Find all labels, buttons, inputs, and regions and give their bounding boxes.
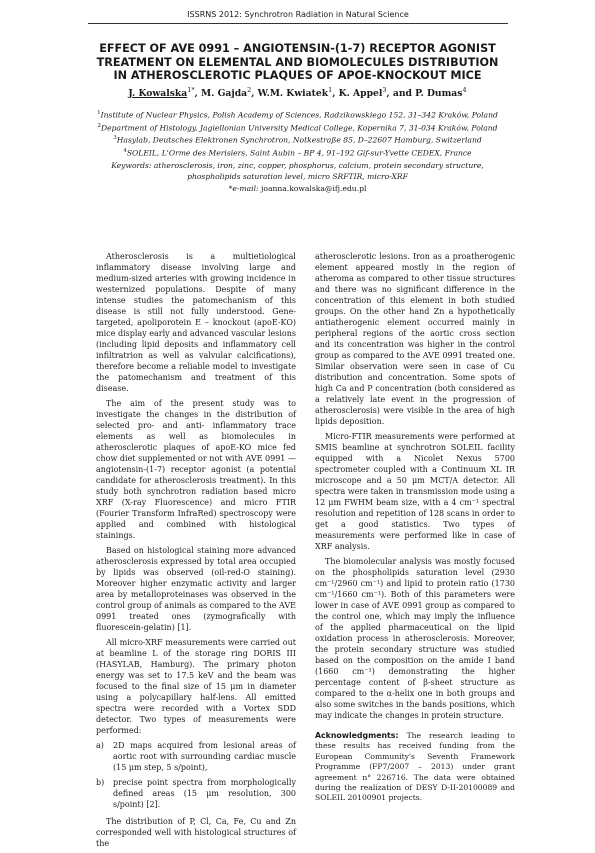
- list-item-text: 2D maps acquired from lesional areas of aortic root with surrounding cardiac muscle (15 μm step, 5 s/point),: [113, 741, 296, 772]
- author-sup: 1: [328, 86, 333, 94]
- affiliation: $^4$SOLEIL, L'Orme des Merisiers, Saint Aubin – BP 4, 91–192 Gif-sur-Yvette CEDEX, France: [123, 147, 472, 158]
- paragraph: All micro-XRF measurements were carried out at beamline L of the storage ring DORIS III (HASYLAB, Hamburg). The primary photon energy was set to 17.5 keV and the beam was focused to the final size of 15 μm in diameter using a polycapillary half-lens. All emitted spectra were recorded with a Vortex SDD detector. Two types of measurements were performed:: [96, 638, 296, 735]
- paragraph: atherosclerotic lesions. Iron as a proatherogenic element appeared mostly in the region of atheroma as compared to other tissue structures and there was no significant difference in the concentration of this element in both studied groups. On the other hand Zn a hypothetically antiatherogenic element occurred mainly in peripheral regions of the aortic cross section and its concentration was higher in the control group as compared to the AVE 0991 treated one. Similar observation were seen in case of Cu distribution and concentration. Some spots of high Ca and P concentration (both considered as a relatively late event in the progression of atherosclerosis) were visible in the area of high lipids deposition.: [315, 252, 515, 426]
- author-sup: 2: [247, 86, 252, 94]
- paper-title: [70, 42, 525, 83]
- list-marker: b): [96, 778, 105, 787]
- running-head: ISSRNS 2012: Synchrotron Radiation in Natural Science: [187, 10, 409, 19]
- affiliation: $^3$Hasylab, Deutsches Elektronen Synchrotron, Notkestraße 85, D–22607 Hamburg, Switzerland: [113, 135, 482, 145]
- paragraph: The aim of the present study was to investigate the changes in the distribution of selected pro- and anti- inflammatory trace elements as well as biomolecules in atherosclerotic plaques of apoE-KO mice fed chow diet supplemented or not with AVE 0991 — angiotensin-(1-7) receptor agonist (a potential candidate for atherosclerosis treatment). In this study both synchrotron radiation based micro XRF (X-ray Fluorescence) and micro FTIR (Fourier Transform InfraRed) spectroscopy were applied and combined with histological stainings.: [96, 399, 296, 540]
- email-label: *e-mail:: [228, 184, 259, 193]
- author-name: J. Kowalska: [128, 88, 188, 100]
- paragraph: Atherosclerosis is a multietiological inflammatory disease involving large and medium-sized arteries with growing incidence in westernized populations. Despite of many intense studies the patomechanism of this disease is still not fully understood. Gene-targeted, apoliporotein E – knockout (apoE-KO) mice display early and advanced vascular lesions (including lipid deposits and inflammatory cell infiltratrion as well as valvular calcifications), therefore become a reliable model to investigate the patomechanism and treatment of this disease.: [96, 252, 296, 393]
- author-name: K. Appel: [338, 88, 383, 100]
- corresponding-email: [80, 184, 515, 193]
- list-item-text: precise point spectra from morphologically defined areas (15 μm resolution, 300 s/point) [2].: [113, 778, 296, 809]
- title-line-1: EFFECT OF AVE 0991 – ANGIOTENSIN-(1-7) RECEPTOR AGONIST: [99, 42, 496, 55]
- author-name: M. Gajda: [201, 88, 248, 100]
- author-sup: 1*: [187, 86, 195, 94]
- list-item: [96, 740, 296, 773]
- measurement-list: [96, 740, 296, 810]
- author-sup: 4: [462, 86, 467, 94]
- title-line-3: IN ATHEROSCLEROTIC PLAQUES OF APOE-KNOCKOUT MICE: [113, 69, 482, 83]
- acknowledgments-text: The research leading to these results has received funding from the European Community's Seventh Framework Programme (FP7/2007 – 2013) under grant agreement n° 226716. The data were obtained during the realization of DESY D-II-20100089 and SOLEIL 20100901 projects.: [315, 731, 516, 803]
- affiliation: $^2$Department of Histology, Jagiellonian University Medical College, Kopernika 7, 31-034 Kraków, Poland: [97, 122, 498, 133]
- author-name: P. Dumas: [415, 88, 463, 100]
- keywords: [80, 160, 515, 182]
- acknowledgments: [315, 731, 515, 804]
- affiliations: [40, 108, 555, 158]
- paragraph: The distribution of P, Cl, Ca, Fe, Cu and Zn corresponded well with histological structures of the: [96, 817, 296, 848]
- acknowledgments-heading: Acknowledgments:: [315, 731, 399, 740]
- list-marker: a): [96, 741, 104, 750]
- header-rule: [88, 23, 508, 24]
- left-column: [96, 251, 296, 853]
- list-item: [96, 777, 296, 810]
- paragraph: Micro-FTIR measurements were performed at SMIS beamline at synchrotron SOLEIL facility equipped with a Nicolet Nexus 5700 spectrometer coupled with a Continuum XL IR microscope and a 50 μm MCT/A detector. All spectra were taken in transmission mode using a 12 μm FWHM beam size, with a 4 cm⁻¹ spectral resolution and repetition of 128 scans in order to get a good statistics. Two types of measurements were performed like in case of XRF analysis.: [315, 432, 515, 551]
- keywords-line-2: phospholipids saturation level, micro SRFTIR, micro-XRF: [187, 172, 408, 181]
- paragraph: The biomolecular analysis was mostly focused on the phospholipids saturation level (2930 cm⁻¹/2960 cm⁻¹) and lipid to protein ratio (1730 cm⁻¹/1660 cm⁻¹). Both of this parameters were lower in case of AVE 0991 group as compared to the control one, which may imply the influence of the applied pharmaceutical on the lipid oxidation process in atherosclerosis. Moreover, the protein secondary structure was studied based on the composition on the amide I band (1660 cm⁻¹) demonstrating the higher percentage content of β-sheet structure as compared to the α-helix one in both groups and also some switches in the bands positions, which may indicate the changes in protein structure.: [315, 557, 515, 720]
- authors-connector: and: [392, 88, 412, 100]
- keywords-line-1: Keywords: atherosclerosis, iron, zinc, copper, phosphorus, calcium, protein secondary structure,: [111, 161, 484, 170]
- author-sup: 3: [382, 86, 387, 94]
- author-list: J. Kowalska$^{1*}$, M. Gajda$^2$, W.M. Kwiatek$^1$, K. Appel$^3$, and P. Dumas$^4$: [128, 86, 467, 100]
- author-name: W.M. Kwiatek: [257, 88, 329, 100]
- email-link[interactable]: joanna.kowalska@ifj.edu.pl: [261, 184, 367, 193]
- title-line-2: TREATMENT ON ELEMENTAL AND BIOMOLECULES DISTRIBUTION: [96, 55, 499, 69]
- affiliation: $^1$Institute of Nuclear Physics, Polish Academy of Sciences, Radzikowskiego 152, 31–342 Kraków, Poland: [97, 110, 498, 120]
- right-column: [315, 251, 515, 804]
- paragraph: Based on histological staining more advanced atherosclerosis expressed by total area occupied by lipids was observed (oil-red-O staining). Moreover higher enzymatic activity and larger area by metalloproteinases was observed in the control group of animals as compared to the AVE 0991 treated ones (zymografically with fluorescein-gelatin) [1].: [96, 546, 296, 632]
